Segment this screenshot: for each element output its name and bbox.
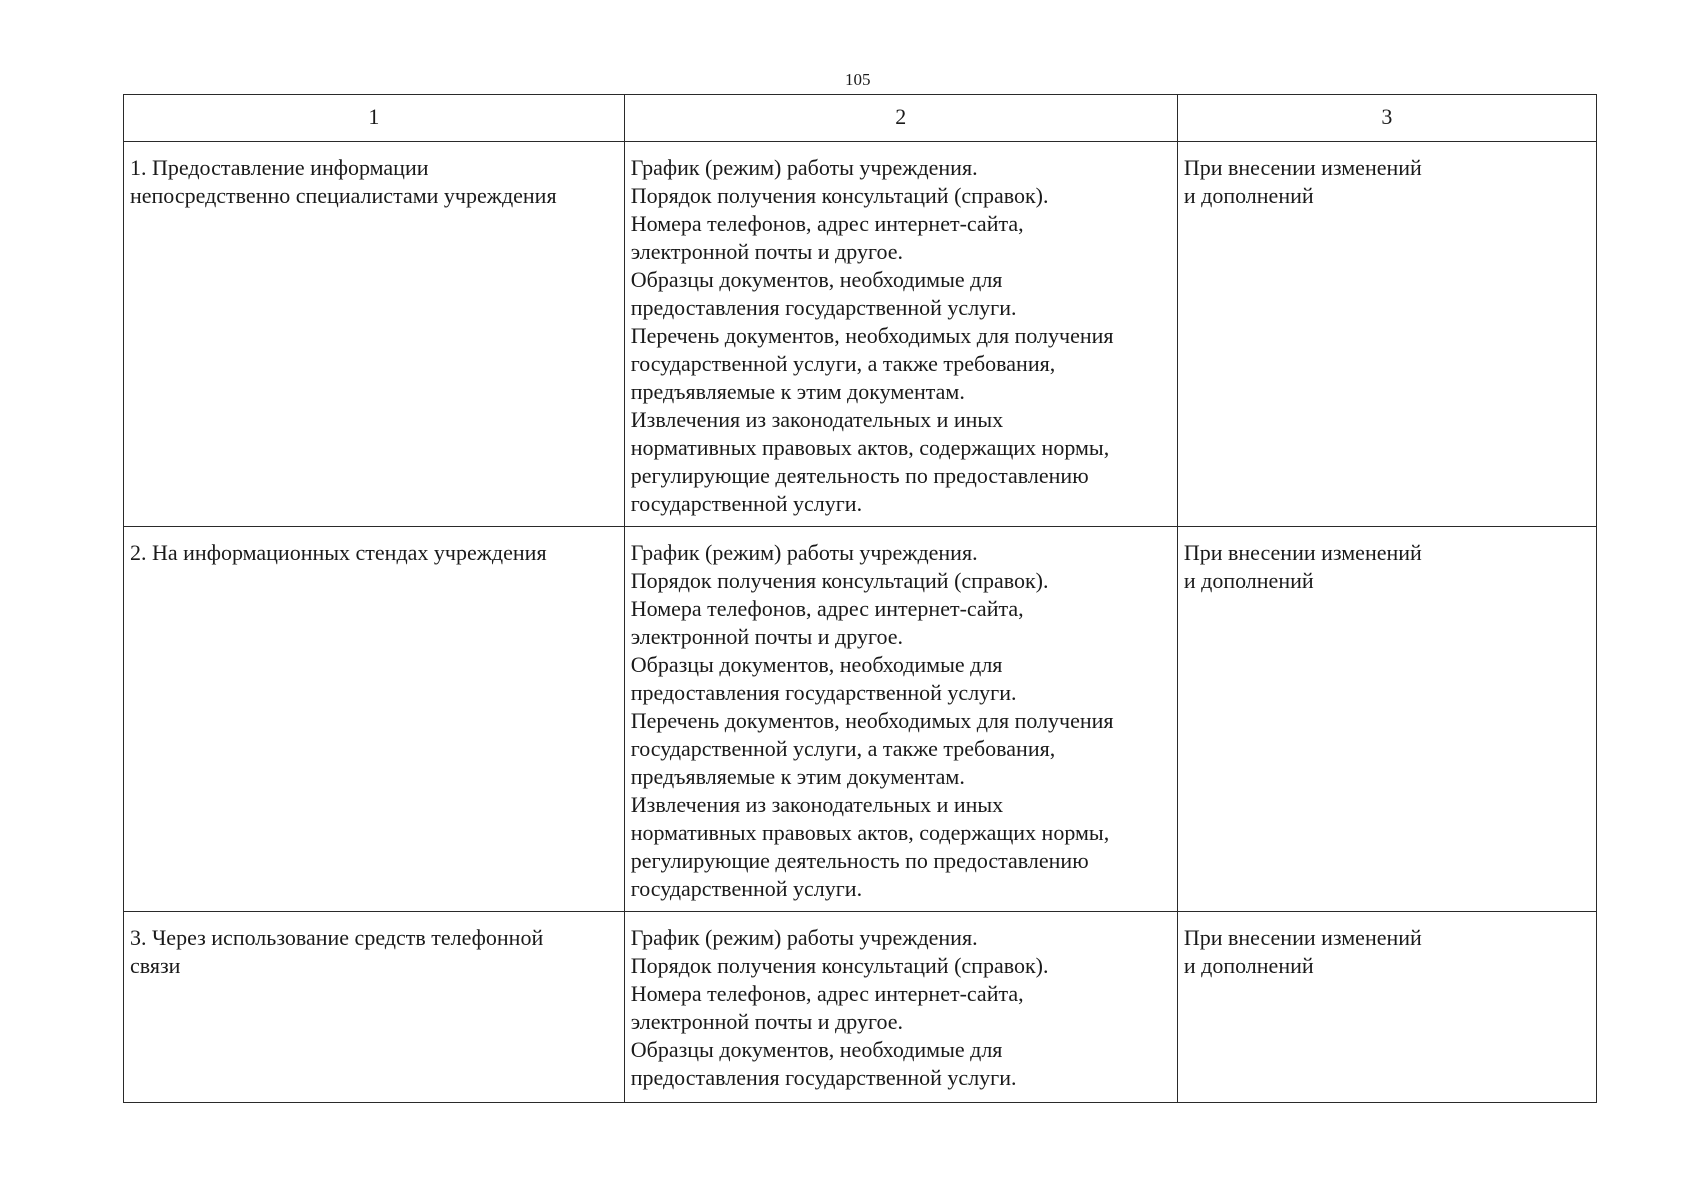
cell-line: регулирующие деятельность по предоставлению	[630, 848, 1089, 873]
header-col-1: 1	[124, 95, 625, 142]
cell-line: нормативных правовых актов, содержащих нормы,	[630, 820, 1110, 845]
cell-line: связи	[130, 953, 181, 978]
cell-line: регулирующие деятельность по предоставлению	[630, 463, 1089, 488]
row-2-update-frequency	[1177, 527, 1596, 912]
cell-line: Номера телефонов, адрес интернет-сайта,	[630, 211, 1024, 236]
cell-line: График (режим) работы учреждения.	[630, 925, 978, 950]
row-1-update-frequency	[1177, 142, 1596, 527]
cell-line: государственной услуги, а также требования,	[630, 351, 1056, 376]
table-row	[124, 142, 1597, 527]
table-header-row	[124, 95, 1597, 142]
row-1-method	[124, 142, 625, 527]
cell-line: Порядок получения консультаций (справок).	[630, 183, 1049, 208]
row-3-method	[124, 912, 625, 1103]
cell-line: При внесении изменений	[1183, 540, 1422, 565]
cell-line: Образцы документов, необходимые для	[630, 267, 1003, 292]
cell-line: предоставления государственной услуги.	[630, 295, 1017, 320]
cell-line: Образцы документов, необходимые для	[630, 652, 1003, 677]
cell-line: При внесении изменений	[1183, 925, 1422, 950]
row-2-content	[624, 527, 1177, 912]
cell-line: электронной почты и другое.	[630, 239, 903, 264]
cell-line: и дополнений	[1183, 183, 1314, 208]
cell-line: непосредственно специалистами учреждения	[130, 183, 557, 208]
cell-line: Извлечения из законодательных и иных	[630, 792, 1004, 817]
cell-line: 2. На информационных стендах учреждения	[130, 540, 547, 565]
cell-line: государственной услуги.	[630, 491, 863, 516]
cell-line: нормативных правовых актов, содержащих нормы,	[630, 435, 1110, 460]
row-3-update-frequency	[1177, 912, 1596, 1103]
cell-line: предъявляемые к этим документам.	[630, 764, 965, 789]
cell-line: предоставления государственной услуги.	[630, 1065, 1017, 1090]
cell-line: Перечень документов, необходимых для получения	[630, 323, 1114, 348]
cell-line: Извлечения из законодательных и иных	[630, 407, 1004, 432]
cell-line: и дополнений	[1183, 568, 1314, 593]
cell-line: Образцы документов, необходимые для	[630, 1037, 1003, 1062]
cell-line: При внесении изменений	[1183, 155, 1422, 180]
page-number: 105	[845, 70, 871, 89]
cell-line: 1. Предоставление информации	[130, 155, 429, 180]
header-col-2: 2	[624, 95, 1177, 142]
cell-line: электронной почты и другое.	[630, 1009, 903, 1034]
table-row	[124, 527, 1597, 912]
cell-line: предъявляемые к этим документам.	[630, 379, 965, 404]
cell-line: Номера телефонов, адрес интернет-сайта,	[630, 981, 1024, 1006]
table-row	[124, 912, 1597, 1103]
cell-line: Порядок получения консультаций (справок).	[630, 953, 1049, 978]
cell-line: График (режим) работы учреждения.	[630, 155, 978, 180]
cell-line: предоставления государственной услуги.	[630, 680, 1017, 705]
cell-line: государственной услуги, а также требования,	[630, 736, 1056, 761]
info-table	[123, 94, 1597, 1103]
row-1-content	[624, 142, 1177, 527]
cell-line: государственной услуги.	[630, 876, 863, 901]
row-2-method	[124, 527, 625, 912]
header-col-3: 3	[1177, 95, 1596, 142]
cell-line: и дополнений	[1183, 953, 1314, 978]
cell-line: График (режим) работы учреждения.	[630, 540, 978, 565]
cell-line: 3. Через использование средств телефонной	[130, 925, 544, 950]
cell-line: Номера телефонов, адрес интернет-сайта,	[630, 596, 1024, 621]
cell-line: Перечень документов, необходимых для получения	[630, 708, 1114, 733]
cell-line: Порядок получения консультаций (справок).	[630, 568, 1049, 593]
row-3-content	[624, 912, 1177, 1103]
cell-line: электронной почты и другое.	[630, 624, 903, 649]
